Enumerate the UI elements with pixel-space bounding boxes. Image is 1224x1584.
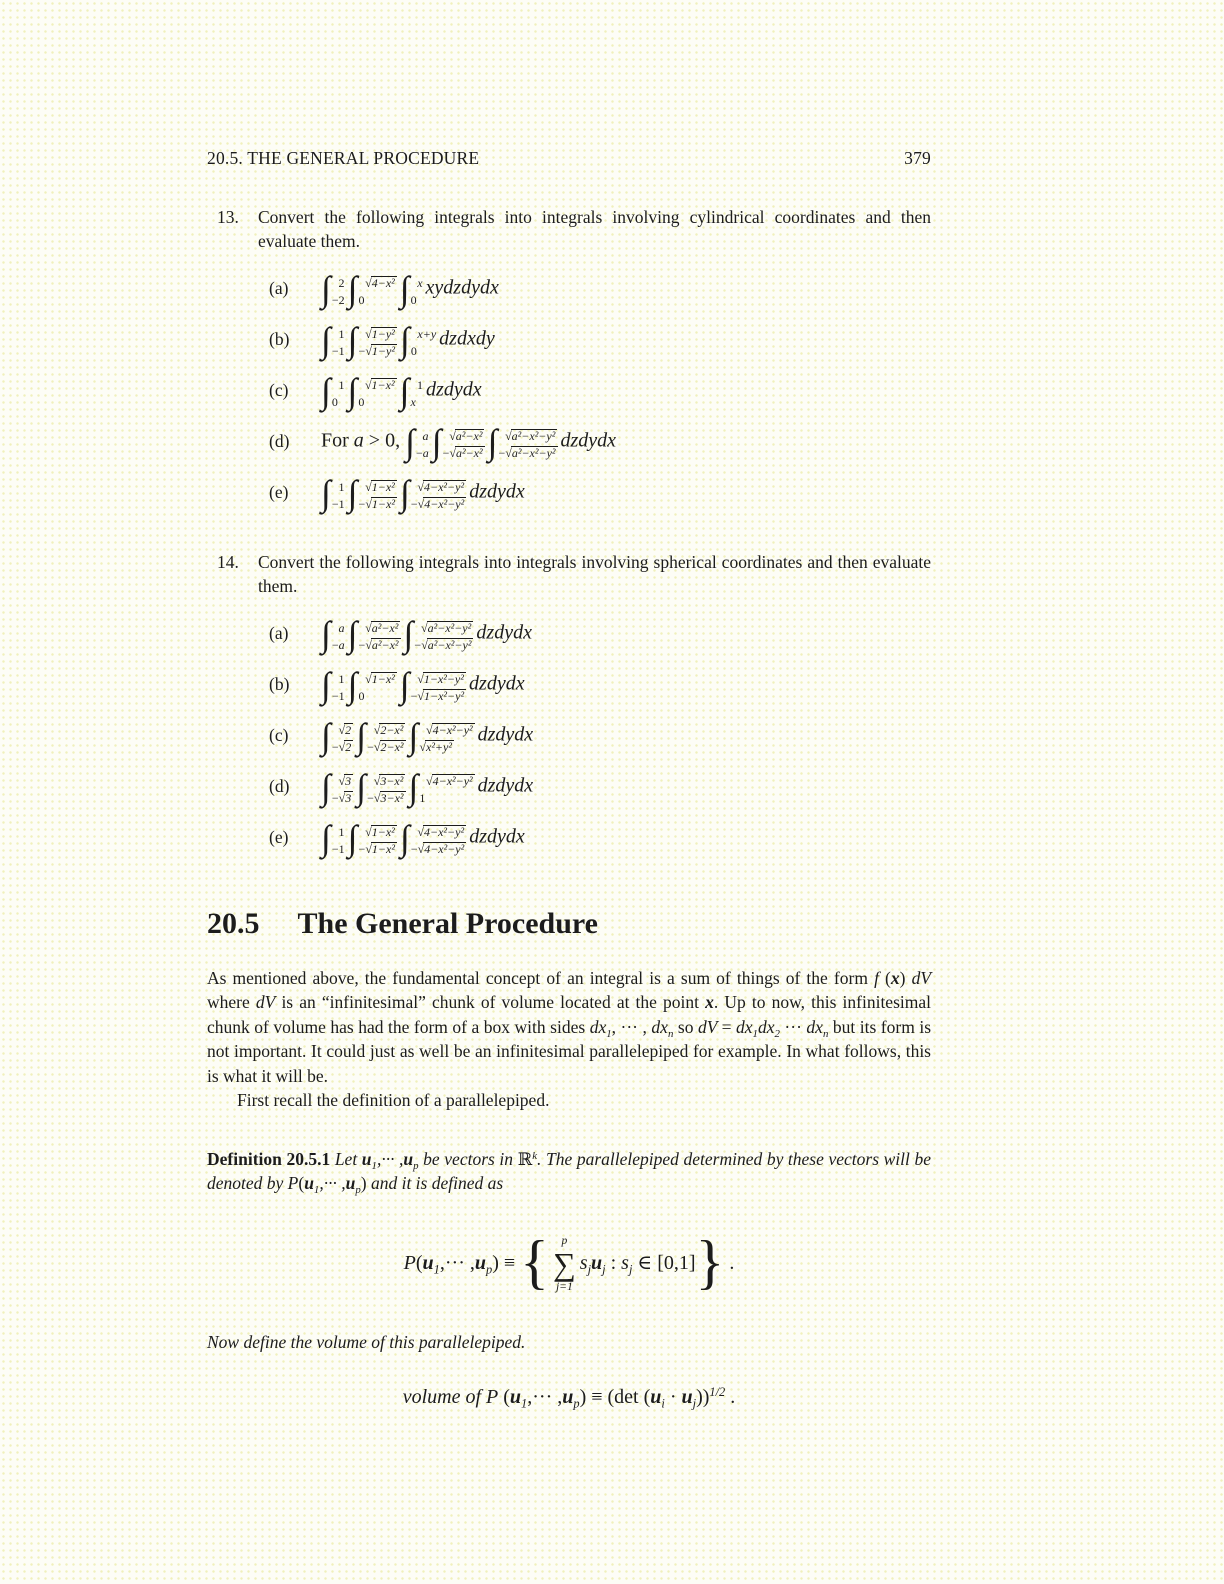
integral-formula: ∫ 1 0 ∫ √1−x² 0 ∫ 1 x dzdydx: [321, 370, 482, 411]
integral-formula: ∫ 1 −1 ∫ √1−x² −√1−x² ∫ √4−x²−y² −√4−x²−y² dzdydx: [321, 817, 525, 858]
part-label: (a): [269, 278, 289, 299]
integral-formula: ∫ 2 −2 ∫ √4−x² 0 ∫ x 0 xydzdydx: [321, 268, 499, 309]
part-label: (c): [269, 380, 289, 401]
problem-14-text: Convert the following integrals into integrals involving spherical coordinates and then evaluate them.: [258, 551, 931, 596]
problem-13-part-a: [269, 266, 931, 312]
page-content: [207, 146, 931, 1437]
part-label: (c): [269, 725, 289, 746]
section-number: 20.5: [207, 906, 260, 940]
integral-formula: ∫ a −a ∫ √a²−x² −√a²−x² ∫ √a²−x²−y² −√a²−x²−y² dzdydx: [321, 613, 532, 654]
problem-13: [207, 205, 931, 516]
problem-13-part-b: [269, 317, 931, 363]
integral-formula: For a > 0, ∫ a −a ∫ √a²−x² −√a²−x² ∫ √a²−x²−y² −√a²−x²−y² dzdydx: [321, 421, 617, 462]
part-label: (e): [269, 827, 289, 848]
problem-14-part-d: [269, 764, 931, 810]
problem-14-part-e: [269, 815, 931, 861]
integral-formula: ∫ 1 −1 ∫ √1−x² 0 ∫ √1−x²−y² −√1−x²−y² dzdydx: [321, 664, 525, 705]
problem-14-statement: [207, 550, 931, 599]
intro-paragraph: As mentioned above, the fundamental concept of an integral is a sum of things of the form f (x) dV where dV is an “infinitesimal” chunk of volume located at the point x. Up to now, this infinitesimal chunk of volume has had the form of a box with sides $dx_1$, ··· , $dx_n$ so dV = $dx_1dx_2$ ··· $dx_n$ but its form is not important. It could just as well be an infinitesimal parallelepiped for example. In what follows, this is what it will be.: [207, 967, 932, 1086]
integral-formula: ∫ 1 −1 ∫ √1−x² −√1−x² ∫ √4−x²−y² −√4−x²−y² dzdydx: [321, 472, 525, 513]
part-label: (e): [269, 482, 289, 503]
problem-13-number: 13.: [217, 206, 239, 227]
parallelepiped-equation: $P(u_1,\cdot\cdot\cdot ,u_p)$ ≡ { p ∑ j=1 $s_ju_j$ : $s_j$ ∈ [0,1]} .: [403, 1228, 735, 1295]
first-recall-paragraph: First recall the definition of a parallelepiped.: [237, 1090, 550, 1110]
part-label: (b): [269, 329, 290, 350]
problem-14-part-c: [269, 713, 931, 759]
integral-formula: ∫ 1 −1 ∫ √1−y² −√1−y² ∫ x+y 0 dzdxdy: [321, 319, 495, 360]
section-heading: [207, 907, 931, 940]
part-label: (d): [269, 431, 290, 452]
running-header-title: 20.5. THE GENERAL PROCEDURE: [207, 148, 480, 168]
problem-14: [207, 550, 931, 861]
integral-formula: ∫ √2 −√2 ∫ √2−x² −√2−x² ∫ √4−x²−y² √x²+y² dzdydx: [321, 715, 534, 756]
problem-14-number: 14.: [217, 551, 239, 572]
problem-14-parts: [269, 611, 931, 861]
problem-14-part-b: [269, 662, 931, 708]
problem-13-statement: [207, 205, 931, 254]
problem-13-part-c: [269, 368, 931, 414]
problem-13-part-e: [269, 470, 931, 516]
part-label: (a): [269, 623, 289, 644]
problem-13-part-d: [269, 419, 931, 465]
now-define-paragraph: Now define the volume of this parallelepiped.: [207, 1332, 526, 1353]
part-label: (d): [269, 776, 290, 797]
part-label: (b): [269, 674, 290, 695]
problem-13-text: Convert the following integrals into integrals involving cylindrical coordinates and then evaluate them.: [258, 206, 931, 251]
problem-13-parts: [269, 266, 931, 516]
section-title: The General Procedure: [297, 906, 598, 940]
definition-paragraph: Definition 20.5.1 Let $u_1,\cdot\cdot\cdot ,u_p$ be vectors in ℝ$^k$. The parallelepiped determined by these vectors will be denoted by $P(u_1,\cdot\cdot\cdot ,u_p)$ and it is defined as: [207, 1148, 931, 1196]
page-number: 379: [904, 148, 931, 168]
running-header: [207, 146, 931, 171]
problem-14-part-a: [269, 611, 931, 657]
integral-formula: ∫ √3 −√3 ∫ √3−x² −√3−x² ∫ √4−x²−y² 1 dzdydx: [321, 766, 534, 807]
volume-equation: volume of P $(u_1,\cdot\cdot\cdot ,u_p) \equiv (\det$ $(u_i \cdot u_j))^{1/2}$ .: [402, 1385, 736, 1411]
